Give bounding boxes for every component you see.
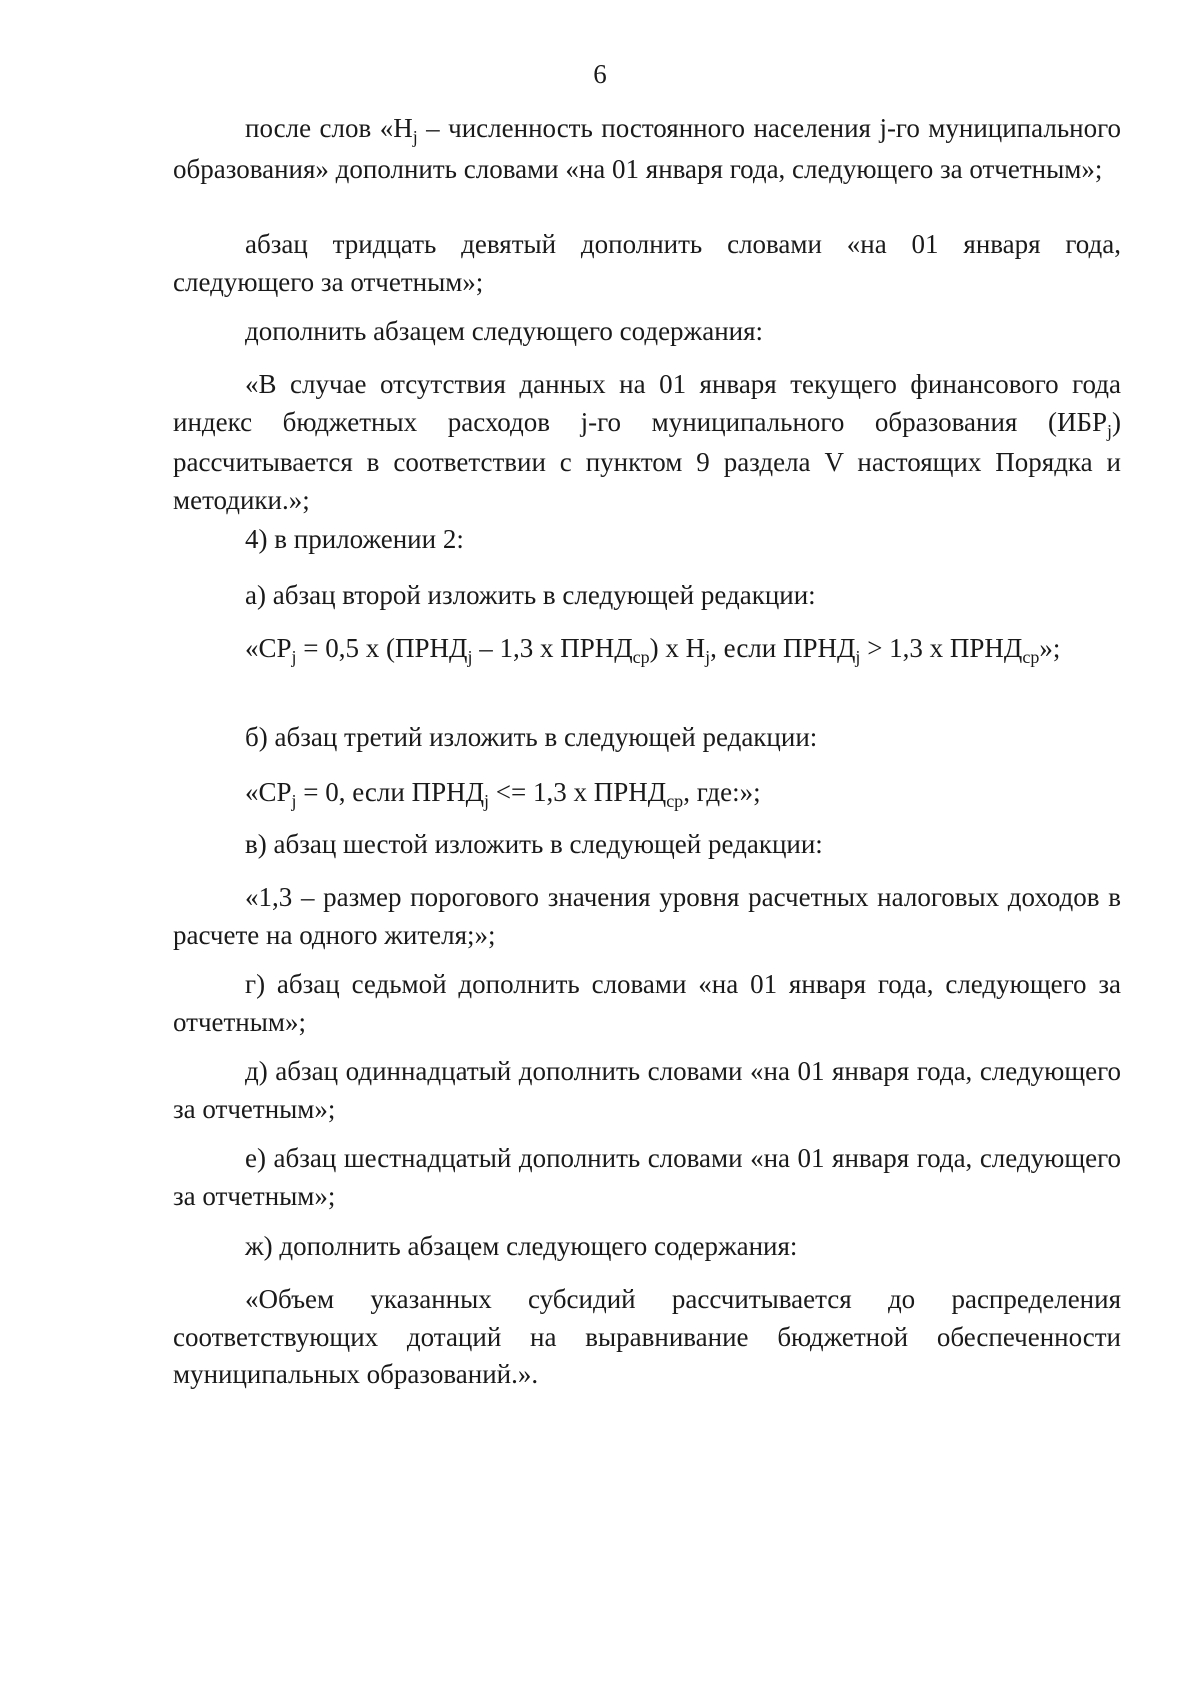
formula-sr-1 — [173, 630, 1121, 671]
text-run: »; — [1039, 633, 1061, 663]
paragraph-obem-subsidiy — [173, 1281, 1121, 1394]
page-number: 6 — [593, 59, 607, 89]
text-run: «1,3 – размер порогового значения уровня расчетных налоговых доходов в расчете на одного жителя;»; — [173, 882, 1121, 950]
paragraph-item-g — [173, 966, 1121, 1041]
text-run: «СР — [245, 633, 292, 663]
text-run: «Объем указанных субсидий рассчитывается до распределения соответствующих дотаций на выравнивание бюджетной обеспеченности муниципальных образований.». — [173, 1284, 1121, 1389]
text-run: «СР — [245, 777, 292, 807]
subscript: j — [705, 647, 711, 667]
text-run: <= 1,3 х ПРНД — [489, 777, 667, 807]
text-run: 4) в приложении 2: — [245, 524, 464, 554]
paragraph-item-a — [173, 577, 1121, 615]
paragraph-item-d — [173, 1053, 1121, 1128]
paragraph-abzac-39 — [173, 226, 1121, 301]
subscript: j — [484, 791, 490, 811]
text-run: дополнить абзацем следующего содержания: — [245, 316, 764, 346]
formula-sr-2 — [173, 774, 1121, 815]
paragraph-dopolnit-abzacem — [173, 313, 1121, 351]
subscript: j — [467, 647, 473, 667]
paragraph-item-zh — [173, 1228, 1121, 1266]
text-run: а) абзац второй изложить в следующей редакции: — [245, 580, 816, 610]
text-run: б) абзац третий изложить в следующей редакции: — [245, 722, 818, 752]
text-run: «В случае отсутствия данных на 01 января текущего финансового года индекс бюджетных расходов j-го муниципального образования (ИБР — [173, 369, 1121, 437]
subscript: j — [291, 647, 297, 667]
subscript: ср — [666, 791, 684, 811]
text-run: ) рассчитывается в соответствии с пунктом 9 раздела V настоящих Порядка и методики.»; — [173, 406, 1121, 515]
paragraph-item-b — [173, 719, 1121, 757]
text-run: > 1,3 х ПРНД — [860, 633, 1023, 663]
text-run: = 0,5 х (ПРНД — [296, 633, 468, 663]
subscript: ср — [632, 647, 650, 667]
text-run: – 1,3 х ПРНД — [472, 633, 633, 663]
subscript: ср — [1022, 647, 1040, 667]
paragraph-item-v — [173, 826, 1121, 864]
text-run: = 0, если ПРНД — [296, 777, 485, 807]
text-run: – численность постоянного населения j-го муниципального образования» дополнить словами «на 01 января года, следующего за отчетным»; — [173, 113, 1121, 184]
text-run: д) абзац одиннадцатый дополнить словами «на 01 января года, следующего за отчетным»; — [173, 1056, 1121, 1124]
text-run: в) абзац шестой изложить в следующей редакции: — [245, 829, 823, 859]
text-run: ж) дополнить абзацем следующего содержания: — [245, 1231, 798, 1261]
text-run: абзац тридцать девятый дополнить словами «на 01 января года, следующего за отчетным»; — [173, 229, 1121, 297]
text-run: , где:»; — [683, 777, 761, 807]
text-run: е) абзац шестнадцатый дополнить словами «на 01 января года, следующего за отчетным»; — [173, 1143, 1121, 1211]
text-run: , если ПРНД — [710, 633, 856, 663]
text-run: ) х Н — [649, 633, 706, 663]
subscript: j — [291, 791, 297, 811]
subscript: j — [412, 127, 418, 147]
subscript: j — [1106, 420, 1112, 441]
paragraph-item-4 — [173, 521, 1121, 559]
text-run: после слов «Н — [245, 113, 413, 143]
text-run: г) абзац седьмой дополнить словами «на 01 января года, следующего за отчетным»; — [173, 969, 1121, 1037]
paragraph-v-sluchae — [173, 366, 1121, 519]
paragraph-item-e — [173, 1140, 1121, 1215]
paragraph-after-words-nj — [173, 110, 1121, 188]
paragraph-razmer-porogovogo — [173, 879, 1121, 954]
subscript: j — [855, 647, 861, 667]
